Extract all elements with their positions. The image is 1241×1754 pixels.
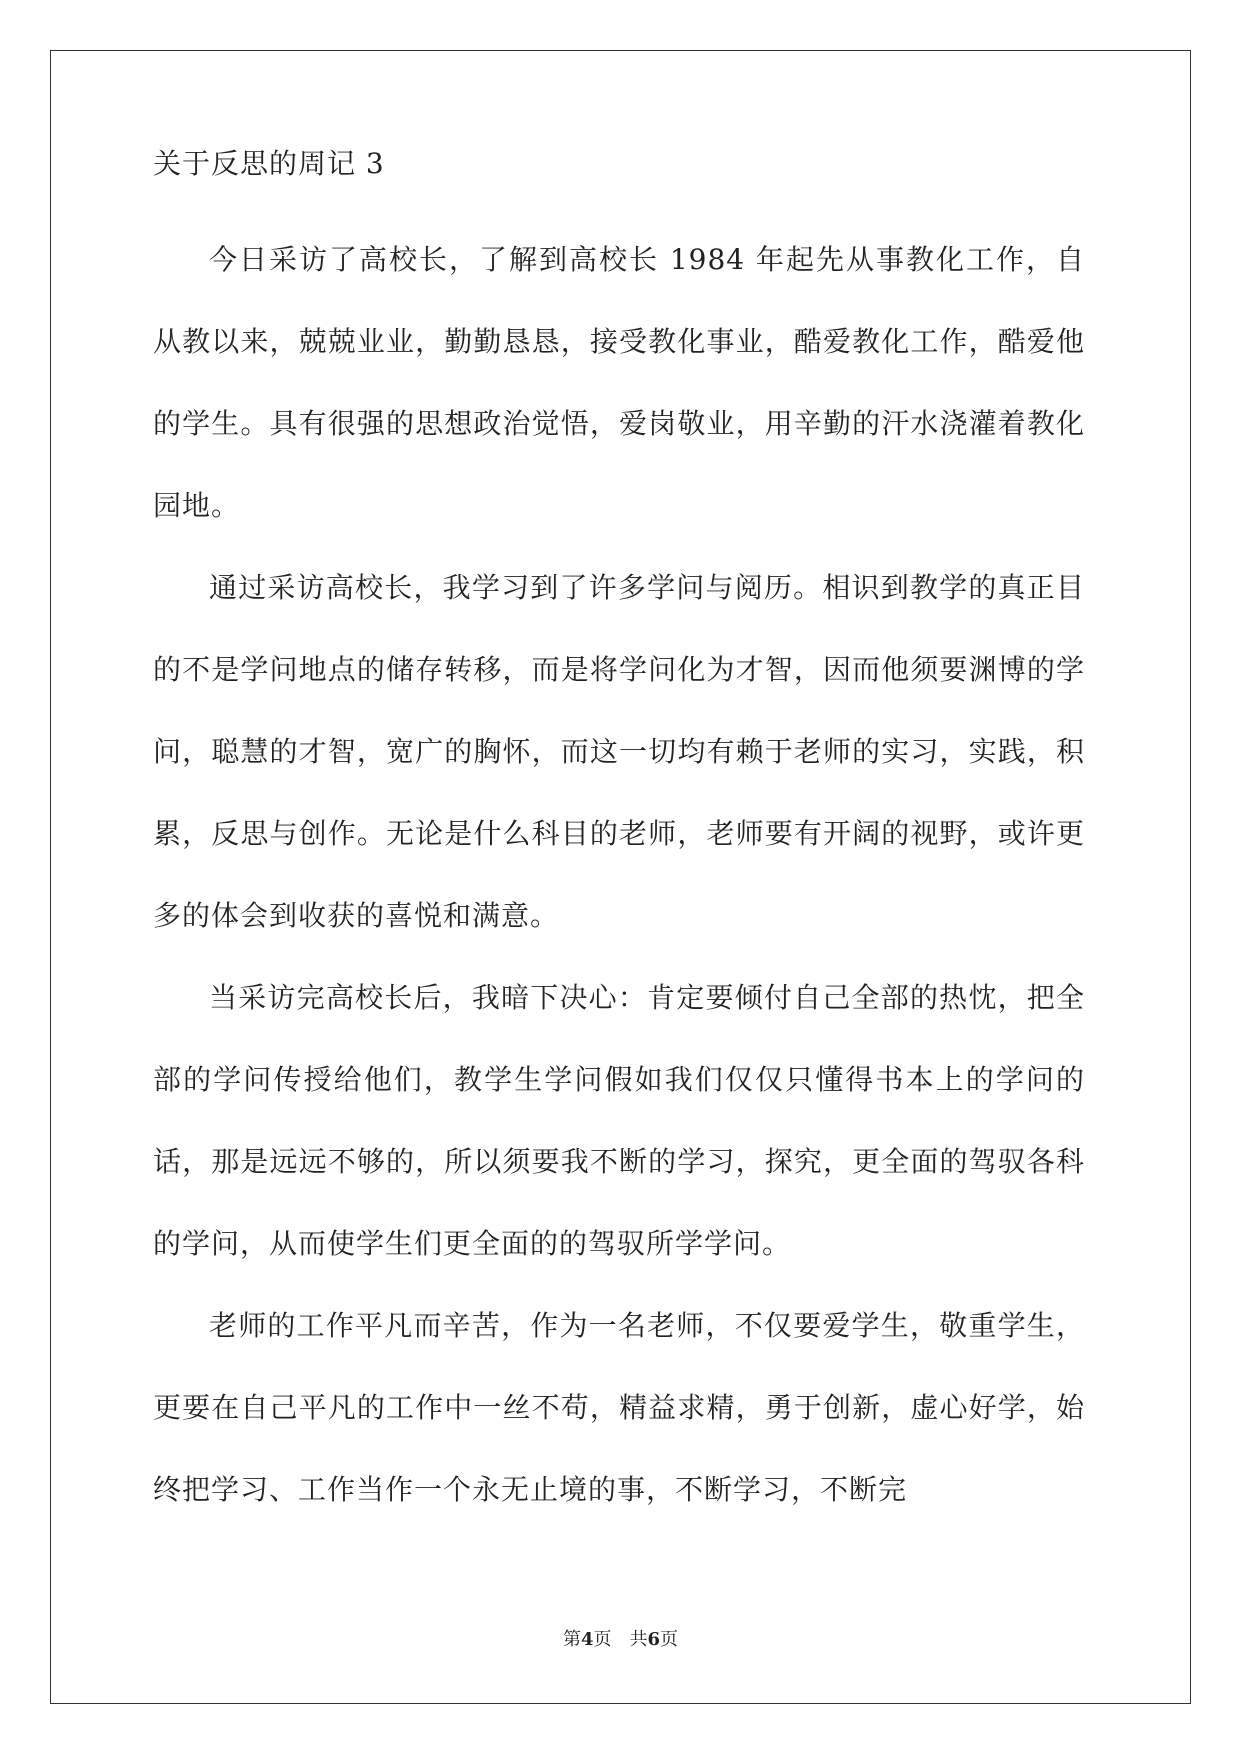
page-prefix: 第	[562, 1629, 581, 1650]
document-title: 关于反思的周记 3	[153, 147, 385, 180]
page-footer	[0, 1628, 1241, 1652]
paragraph: 通过采访高校长，我学习到了许多学问与阅历。相识到教学的真正目的不是学问地点的储存转移，而是将学问化为才智，因而他须要渊博的学问，聪慧的才智，宽广的胸怀，而这一切均有赖于老师的实习，实践，积累，反思与创作。无论是什么科目的老师，老师要有开阔的视野，或许更多的体会到收获的喜悦和满意。	[153, 571, 1085, 932]
paragraph: 今日采访了高校长，了解到高校长 1984 年起先从事教化工作，自从教以来，兢兢业业，勤勤恳恳，接受教化事业，酷爱教化工作，酷爱他的学生。具有很强的思想政治觉悟，爱岗敬业，用辛勤的汗水浇灌着教化园地。	[153, 243, 1085, 522]
page-total: 6	[647, 1629, 661, 1650]
paragraph: 老师的工作平凡而辛苦，作为一名老师，不仅要爱学生，敬重学生，更要在自己平凡的工作中一丝不苟，精益求精，勇于创新，虚心好学，始终把学习、工作当作一个永无止境的事，不断学习，不断完	[153, 1309, 1085, 1506]
paragraph-list	[153, 219, 1085, 1531]
total-unit: 页	[660, 1629, 679, 1650]
page-unit: 页	[593, 1629, 612, 1650]
paragraph: 当采访完高校长后，我暗下决心：肯定要倾付自己全部的热忱，把全部的学问传授给他们，教学生学问假如我们仅仅只懂得书本上的学问的话，那是远远不够的，所以须要我不断的学习，探究，更全面的驾驭各科的学问，从而使学生们更全面的的驾驭所学学问。	[153, 981, 1085, 1260]
total-prefix: 共	[629, 1629, 648, 1650]
page-current: 4	[580, 1629, 594, 1650]
